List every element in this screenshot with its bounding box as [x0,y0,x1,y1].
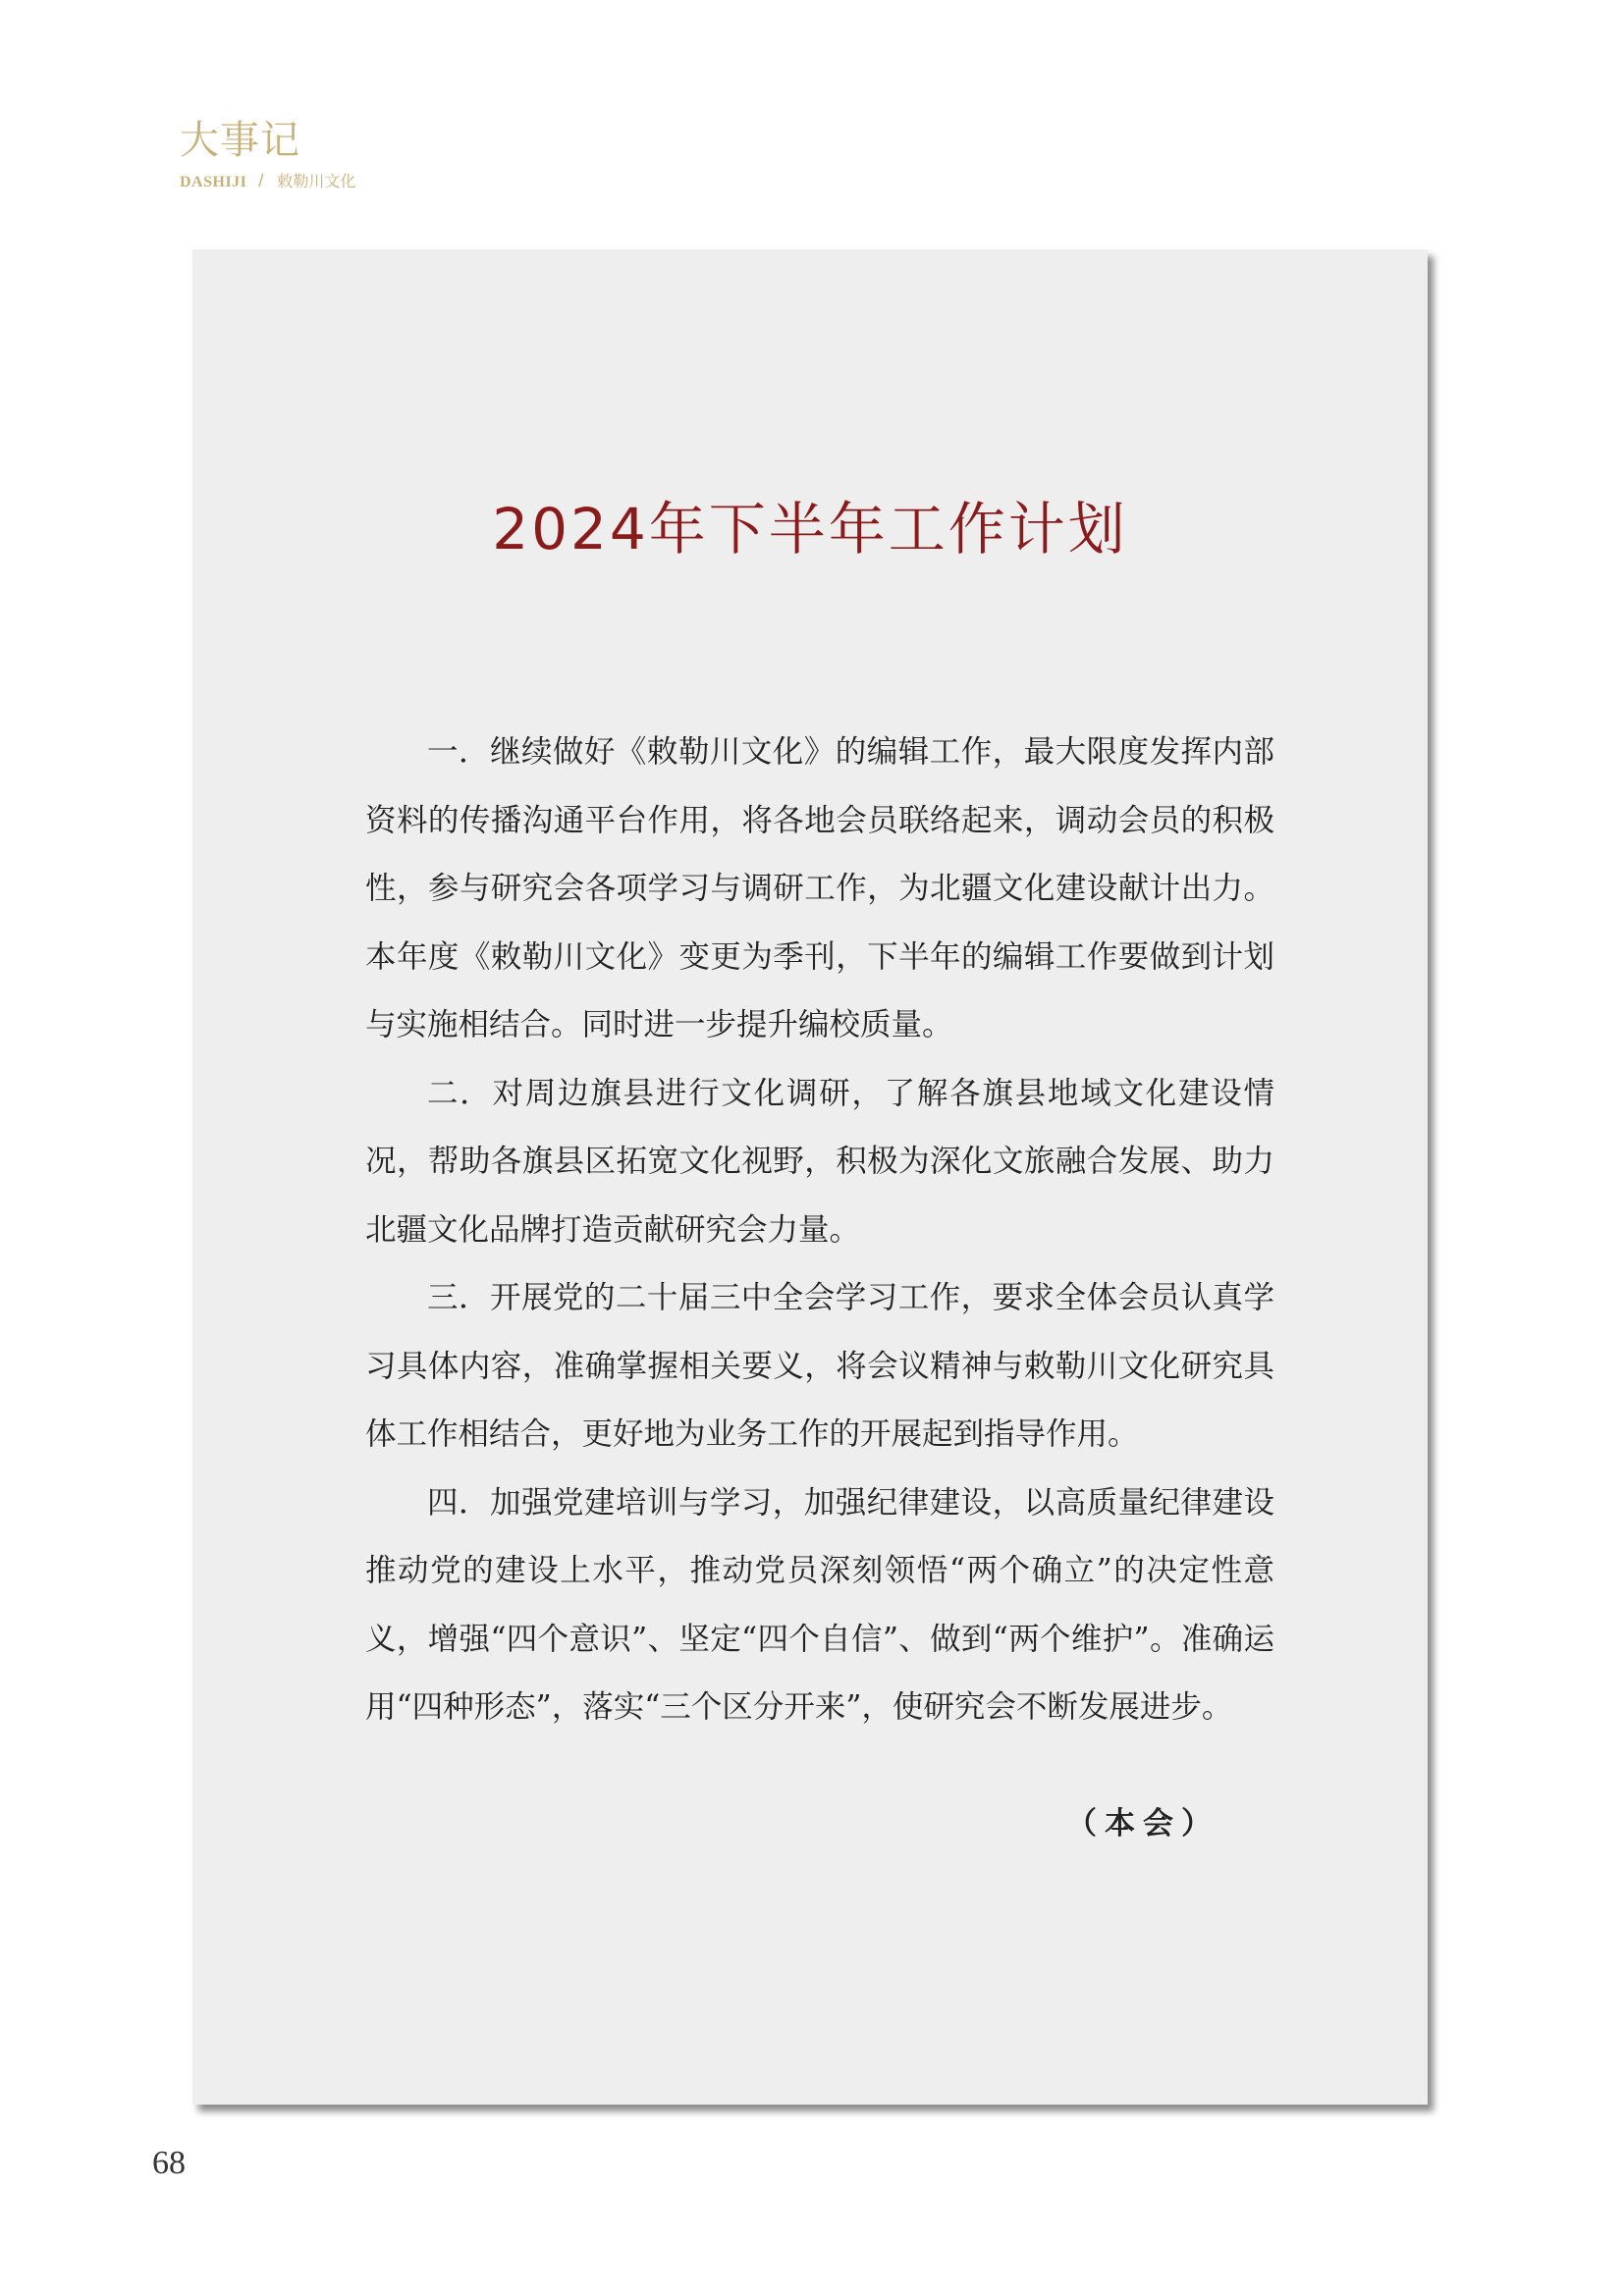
page-header [180,116,355,191]
section-pinyin: DASHIJI [180,174,247,190]
document-title: 2024年下半年工作计划 [492,496,1128,562]
header-subline [180,169,355,191]
header-separator: / [258,171,264,190]
paragraph-3: 三．开展党的二十届三中全会学习工作，要求全体会员认真学习具体内容，准确掌握相关要义，将会议精神与敕勒川文化研究具体工作相结合，更好地为业务工作的开展起到指导作用。 [365,1280,1274,1452]
section-title: 大事记 [180,118,300,163]
paragraph-4: 四．加强党建培训与学习，加强纪律建设，以高质量纪律建设推动党的建设上水平，推动党员深刻领悟“两个确立”的决定性意义，增强“四个意识”、坚定“四个自信”、做到“两个维护”。准确运用“四种形态”，落实“三个区分开来”，使研究会不断发展进步。 [365,1484,1274,1725]
paragraph-2: 二．对周边旗县进行文化调研，了解各旗县地域文化建设情况，帮助各旗县区拓宽文化视野，积极为深化文旅融合发展、助力北疆文化品牌打造贡献研究会力量。 [365,1075,1274,1248]
magazine-name: 敕勒川文化 [277,172,356,190]
document-panel [192,249,1428,2105]
document-body [365,719,1274,1742]
paragraph-1: 一．继续做好《敕勒川文化》的编辑工作，最大限度发挥内部资料的传播沟通平台作用，将各地会员联络起来，调动会员的积极性，参与研究会各项学习与调研工作，为北疆文化建设献计出力。本年度《敕勒川文化》变更为季刊，下半年的编辑工作要做到计划与实施相结合。同时进一步提升编校质量。 [365,734,1274,1042]
signature: （本会） [1066,1806,1219,1842]
page-number: 68 [152,2145,186,2181]
